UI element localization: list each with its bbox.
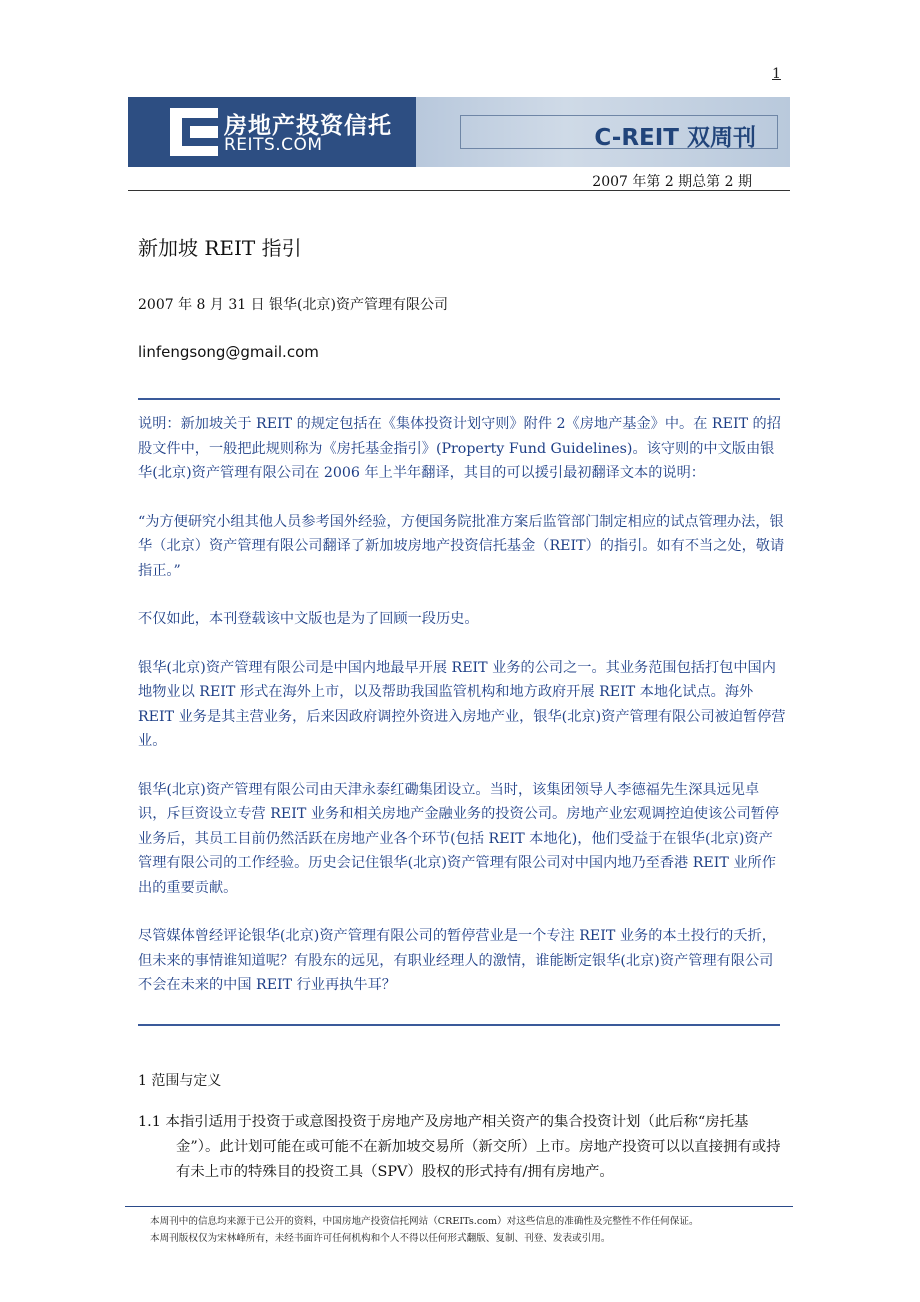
footer-rule (125, 1206, 793, 1207)
section-heading: 1 范围与定义 (138, 1073, 222, 1089)
footer-disclaimer (150, 1213, 800, 1247)
reits-logo-icon (170, 108, 218, 156)
preface-paragraph: 说明：新加坡关于 REIT 的规定包括在《集体投资计划守则》附件 2《房地产基金》中。在 REIT 的招股文件中，一般把此规则称为《房托基金指引》(Property Fund Guidelines)。该守则的中文版由银华(北京)资产管理有限公司在 2006 年上半年翻译，其目的可以援引最初翻译文本的说明： (138, 416, 781, 481)
preface-note (138, 412, 786, 1022)
site-logo-banner[interactable] (128, 97, 416, 167)
document-title: 新加坡 REIT 指引 (138, 236, 302, 260)
author-email[interactable]: linfengsong@gmail.com (138, 343, 319, 361)
logo-chinese-text: 房地产投资信托 (224, 113, 392, 139)
preface-quote: “为方便研究小组其他人员参考国外经验，方便国务院批准方案后监管部门制定相应的试点管理办法，银华（北京）资产管理有限公司翻译了新加坡房地产投资信托基金（REIT）的指引。如有不当之处，敬请指正。” (138, 513, 785, 579)
preface-paragraph: 尽管媒体曾经评论银华(北京)资产管理有限公司的暂停营业是一个专注 REIT 业务的本土投行的夭折，但未来的事情谁知道呢？有股东的远见，有职业经理人的激情，谁能断定银华(北京)资产管理有限公司不会在未来的中国 REIT 行业再执牛耳？ (138, 928, 776, 993)
issue-bar (128, 167, 790, 191)
logo-english-text: REITS.COM (224, 135, 323, 155)
page-number: 1 (772, 66, 781, 82)
preface-paragraph: 银华(北京)资产管理有限公司由天津永泰红磡集团设立。当时，该集团领导人李德福先生深具远见卓识，斥巨资设立专营 REIT 业务和相关房地产金融业务的投资公司。房地产业宏观调控迫使该公司暂停业务后，其员工目前仍然活跃在房地产业各个环节(包括 REIT 本地化)，他们受益于在银华(北京)资产管理有限公司的工作经验。历史会记住银华(北京)资产管理有限公司对中国内地乃至香港 REIT 业所作出的重要贡献。 (138, 781, 780, 896)
clause-1-1: 1.1 本指引适用于投资于或意图投资于房地产及房地产相关资产的集合投资计划（此后称“房托基金”）。此计划可能在或可能不在新加坡交易所（新交所）上市。房地产投资可以以直接拥有或持有未上市的特殊目的投资工具（SPV）股权的形式持有/拥有房地产。 (138, 1114, 781, 1180)
preface-bottom-rule (138, 1024, 780, 1026)
footer-line-1: 本周刊中的信息均来源于已公开的资料，中国房地产投资信托网站（CREITs.com）对这些信息的准确性及完整性不作任何保证。 (150, 1216, 699, 1227)
footer-line-2: 本周刊版权仅为宋林峰所有，未经书面许可任何机构和个人不得以任何形式翻版、复制、刊登、发表或引用。 (150, 1233, 611, 1244)
date-author-line: 2007 年 8 月 31 日 银华(北京)资产管理有限公司 (138, 297, 448, 313)
preface-top-rule (138, 398, 780, 400)
journal-name: C-REIT 双周刊 (594, 125, 756, 151)
issue-number: 2007 年第 2 期总第 2 期 (592, 174, 752, 190)
preface-paragraph: 银华(北京)资产管理有限公司是中国内地最早开展 REIT 业务的公司之一。其业务范围包括打包中国内地物业以 REIT 形式在海外上市，以及帮助我国监管机构和地方政府开展 REIT 本地化试点。海外 REIT 业务是其主营业务，后来因政府调控外资进入房地产业，银华(北京)资产管理有限公司被迫暂停营业。 (138, 659, 786, 749)
preface-paragraph: 不仅如此，本刊登载该中文版也是为了回顾一段历史。 (138, 611, 479, 627)
journal-banner (416, 97, 790, 167)
